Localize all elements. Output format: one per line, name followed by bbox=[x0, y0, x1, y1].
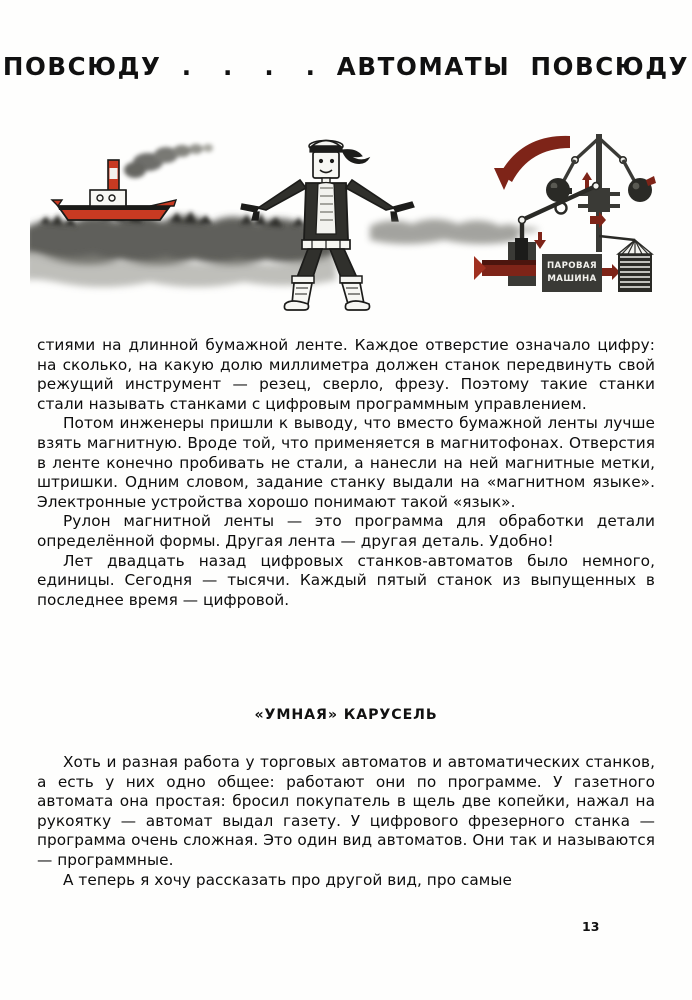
chapter-illustration bbox=[30, 128, 662, 313]
steam-engine-diagram bbox=[474, 134, 656, 292]
paragraph: Потом инженеры пришли к выводу, что вместо бумажной ленты лучше взять магнитную. Вроде той, что применяется в магнитофонах. Отверстия в ленте конечно пробивать не стали, а нанесли на ней магнитные метки, штришки. Одним словом, задание станку выдали на «магнитном языке». Электронные устройства хорошо понимают такой «язык». bbox=[37, 414, 655, 511]
machine-label-line2: МАШИНА bbox=[547, 274, 597, 284]
smoke-wash-right bbox=[370, 219, 540, 244]
machine-label-line1: ПАРОВАЯ bbox=[546, 261, 598, 271]
paragraph: Рулон магнитной ленты — это программа для обработки детали определённой формы. Другая лента — другая деталь. Удобно! bbox=[37, 512, 655, 550]
paragraph: А теперь я хочу рассказать про другой вид, про самые bbox=[63, 870, 512, 889]
page-title: ПОВСЮДУ . . . . АВТОМАТЫ ПОВСЮДУ bbox=[2, 52, 690, 81]
article-body-part-1 bbox=[37, 336, 655, 610]
page-number: 13 bbox=[582, 919, 600, 934]
steamboat-icon bbox=[52, 144, 213, 220]
paragraph: Хоть и разная работа у торговых автоматов и автоматических станков, а есть у них одно общее: работают они по программе. У газетного автомата она простая: бросил покупатель в щель две копейки, нажал на рукоятку — автомат выдал газету. У цифрового фрезерного станка — программа очень сложная. Это один вид автоматов. Они так и называются — программные. bbox=[37, 753, 655, 869]
paragraph: Лет двадцать назад цифровых станков-автоматов было немного, единицы. Сегодня — тысячи. Каждый пятый станок из выпущенных в последнее время — цифровой. bbox=[37, 551, 655, 609]
paragraph: стиями на длинной бумажной ленте. Каждое отверстие означало цифру: на сколько, на какую долю миллиметра должен станок передвинуть свой режущий инструмент — резец, сверло, фрезу. Поэтому такие станки стали называть станками с цифровым программным управлением. bbox=[37, 336, 655, 413]
article-body-part-2 bbox=[37, 753, 655, 890]
section-heading: «УМНАЯ» КАРУСЕЛЬ bbox=[254, 707, 438, 723]
